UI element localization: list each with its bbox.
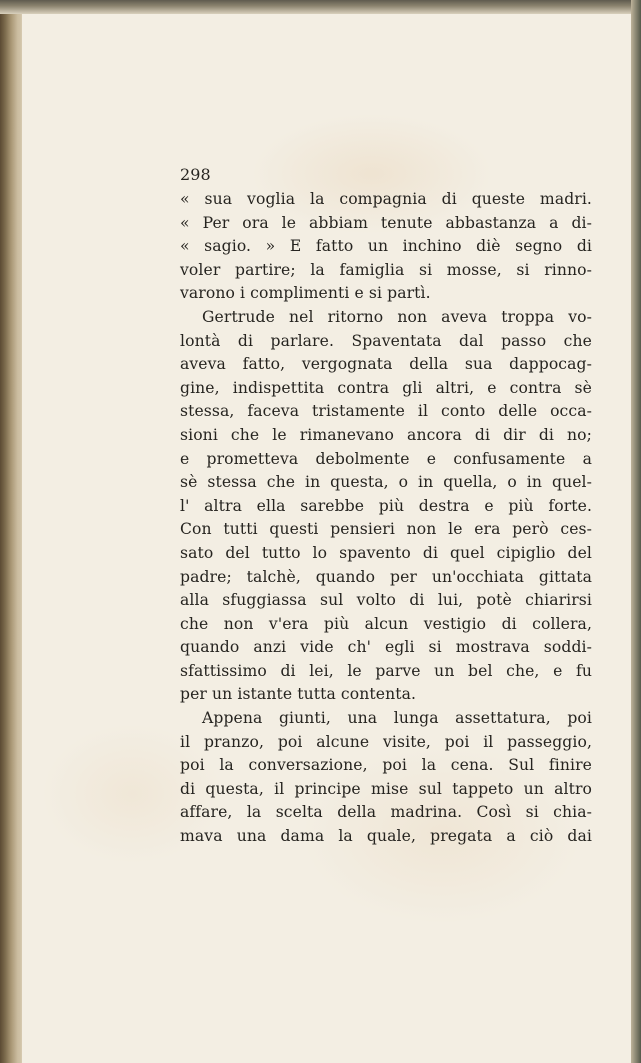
text-line: il pranzo, poi alcune visite, poi il passeggio, [180, 732, 592, 751]
text-line: lontà di parlare. Spaventata dal passo che [180, 331, 592, 350]
text-line: padre; talchè, quando per un'occhiata gittata [180, 567, 592, 586]
text-line: alla sfuggiassa sul volto di lui, potè chiarirsi [180, 591, 592, 610]
text-line: che non v'era più alcun vestigio di collera, [180, 614, 592, 633]
text-lines [180, 188, 592, 849]
text-line: mava una dama la quale, pregata a ciò dai [180, 827, 592, 846]
text-line: voler partire; la famiglia si mosse, si rinno- [180, 260, 592, 279]
page-number: 298 [180, 165, 211, 184]
text-line: sioni che le rimanevano ancora di dir di no; [180, 425, 592, 444]
top-page-edge [0, 0, 641, 14]
text-line: e prometteva debolmente e confusamente a [180, 449, 592, 468]
text-line: « Per ora le abbiam tenute abbastanza a di- [180, 213, 592, 232]
text-line: stessa, faceva tristamente il conto delle occa- [180, 402, 592, 421]
text-line: sè stessa che in questa, o in quella, o in quel- [180, 473, 592, 492]
text-line: l' altra ella sarebbe più destra e più forte. [180, 496, 592, 515]
text-line: Con tutti questi pensieri non le era però ces- [180, 520, 592, 539]
text-line: quando anzi vide ch' egli si mostrava soddi- [180, 638, 592, 657]
text-line: poi la conversazione, poi la cena. Sul finire [180, 756, 592, 775]
text-line: affare, la scelta della madrina. Così si chia- [180, 803, 592, 822]
text-line: gine, indispettita contra gli altri, e contra sè [180, 378, 592, 397]
text-line: di questa, il principe mise sul tappeto un altro [180, 779, 592, 798]
text-line: « sua voglia la compagnia di queste madri. [180, 190, 592, 208]
page-text [180, 164, 592, 849]
text-line: Appena giunti, una lunga assettatura, poi [202, 709, 592, 728]
book-page [22, 14, 631, 1063]
text-line: per un istante tutta contenta. [180, 685, 417, 704]
text-line: Gertrude nel ritorno non aveva troppa vo- [202, 307, 592, 326]
text-line: varono i complimenti e si partì. [180, 284, 431, 303]
book-spine-shadow [0, 0, 22, 1063]
text-line: aveva fatto, vergognata della sua dappocag- [180, 355, 592, 374]
text-line: sato del tutto lo spavento di quel cipiglio del [180, 543, 592, 562]
text-line: « sagio. » E fatto un inchino diè segno di [180, 237, 592, 256]
right-page-edge [631, 0, 641, 1063]
text-line: sfattissimo di lei, le parve un bel che, e fu [180, 661, 592, 680]
